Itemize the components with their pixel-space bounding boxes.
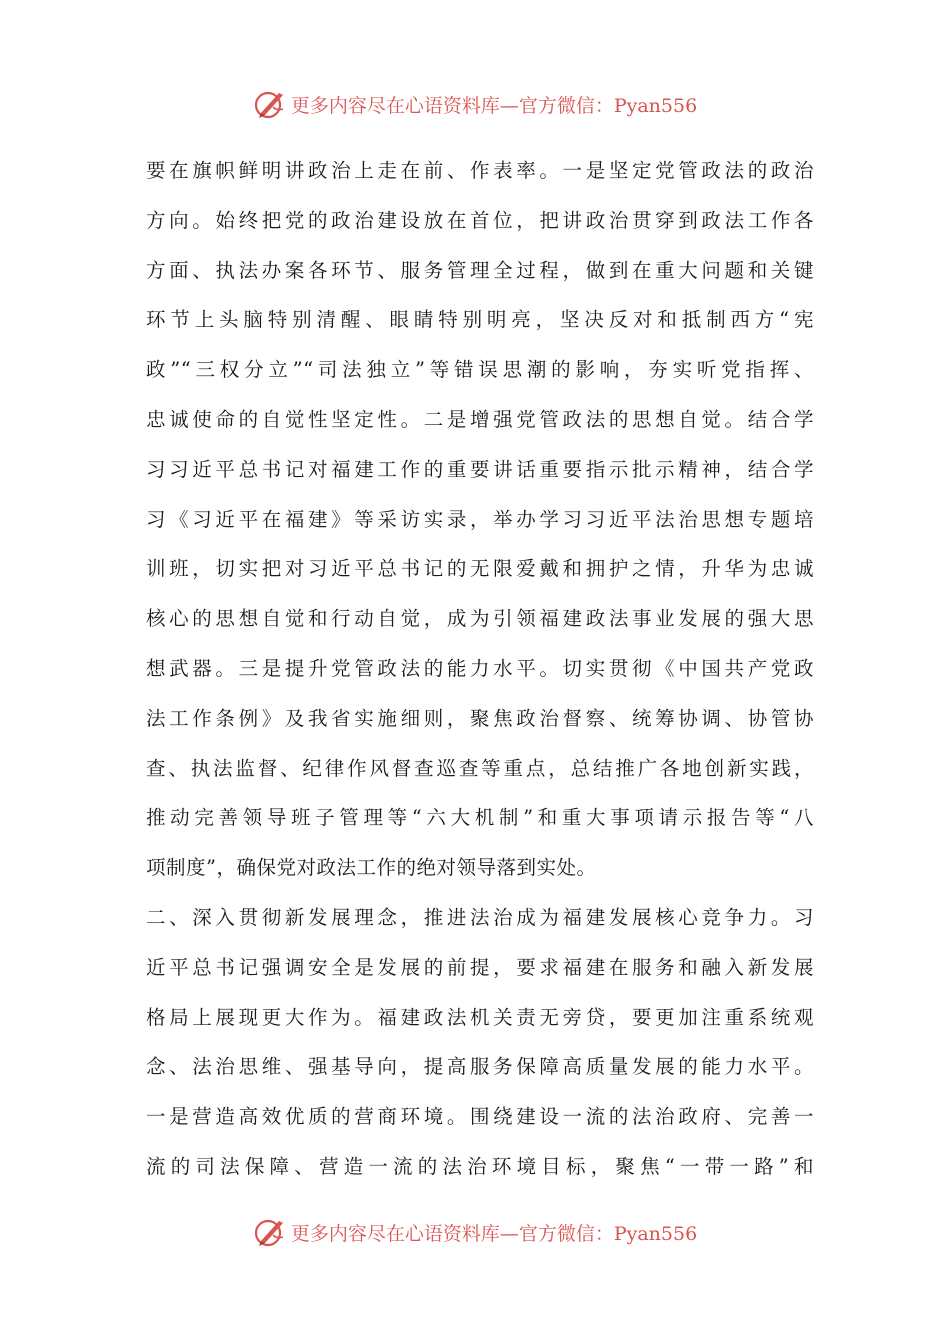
document-body [146, 146, 814, 1192]
text-line: 核心的思想自觉和行动自觉，成为引领福建政法事业发展的强大思 [146, 607, 814, 631]
text-line: 训班，切实把对习近平总书记的无限爱戴和拥护之情，升华为忠诚 [146, 557, 814, 581]
header-banner-text: 更多内容尽在心语资料库—官方微信：Pyan556 [290, 94, 698, 117]
text-line: 查、执法监督、纪律作风督查巡查等重点，总结推广各地创新实践， [146, 756, 814, 780]
text-line: 习《习近平在福建》等采访实录，举办学习习近平法治思想专题培 [146, 507, 814, 531]
text-line: 项制度”，确保党对政法工作的绝对领导落到实处。 [146, 856, 597, 880]
text-line: 二、深入贯彻新发展理念，推进法治成为福建发展核心竞争力。习 [146, 905, 814, 929]
text-line: 习习近平总书记对福建工作的重要讲话重要指示批示精神，结合学 [146, 457, 814, 481]
text-line: 要在旗帜鲜明讲政治上走在前、作表率。一是坚定党管政法的政治 [146, 159, 814, 182]
text-line: 推动完善领导班子管理等“六大机制”和重大事项请示报告等“八 [146, 806, 814, 830]
text-line: 格局上展现更大作为。福建政法机关责无旁贷，要更加注重系统观 [146, 1005, 814, 1029]
text-line: 政”“三权分立”“司法独立”等错误思潮的影响，夯实听党指挥、 [146, 358, 814, 382]
text-line: 忠诚使命的自觉性坚定性。二是增强党管政法的思想自觉。结合学 [146, 407, 814, 431]
text-line: 方面、执法办案各环节、服务管理全过程，做到在重大问题和关键 [146, 258, 814, 282]
pen-logo-icon [253, 87, 287, 121]
pen-logo-icon [253, 1215, 287, 1249]
footer-banner-text: 更多内容尽在心语资料库—官方微信：Pyan556 [290, 1222, 698, 1245]
text-line: 法工作条例》及我省实施细则，聚焦政治督察、统筹协调、协管协 [146, 706, 814, 730]
header-watermark-banner [0, 84, 950, 124]
text-line: 近平总书记强调安全是发展的前提，要求福建在服务和融入新发展 [146, 955, 814, 979]
text-line: 流的司法保障、营造一流的法治环境目标，聚焦“一带一路”和 [146, 1154, 814, 1178]
text-line: 想武器。三是提升党管政法的能力水平。切实贯彻《中国共产党政 [146, 656, 814, 680]
text-line: 一是营造高效优质的营商环境。围绕建设一流的法治政府、完善一 [146, 1105, 814, 1129]
footer-watermark-banner [0, 1212, 950, 1252]
text-line: 念、法治思维、强基导向，提高服务保障高质量发展的能力水平。 [146, 1055, 814, 1079]
text-line: 方向。始终把党的政治建设放在首位，把讲政治贯穿到政法工作各 [146, 208, 814, 232]
text-line: 环节上头脑特别清醒、眼睛特别明亮，坚决反对和抵制西方“宪 [146, 308, 814, 332]
